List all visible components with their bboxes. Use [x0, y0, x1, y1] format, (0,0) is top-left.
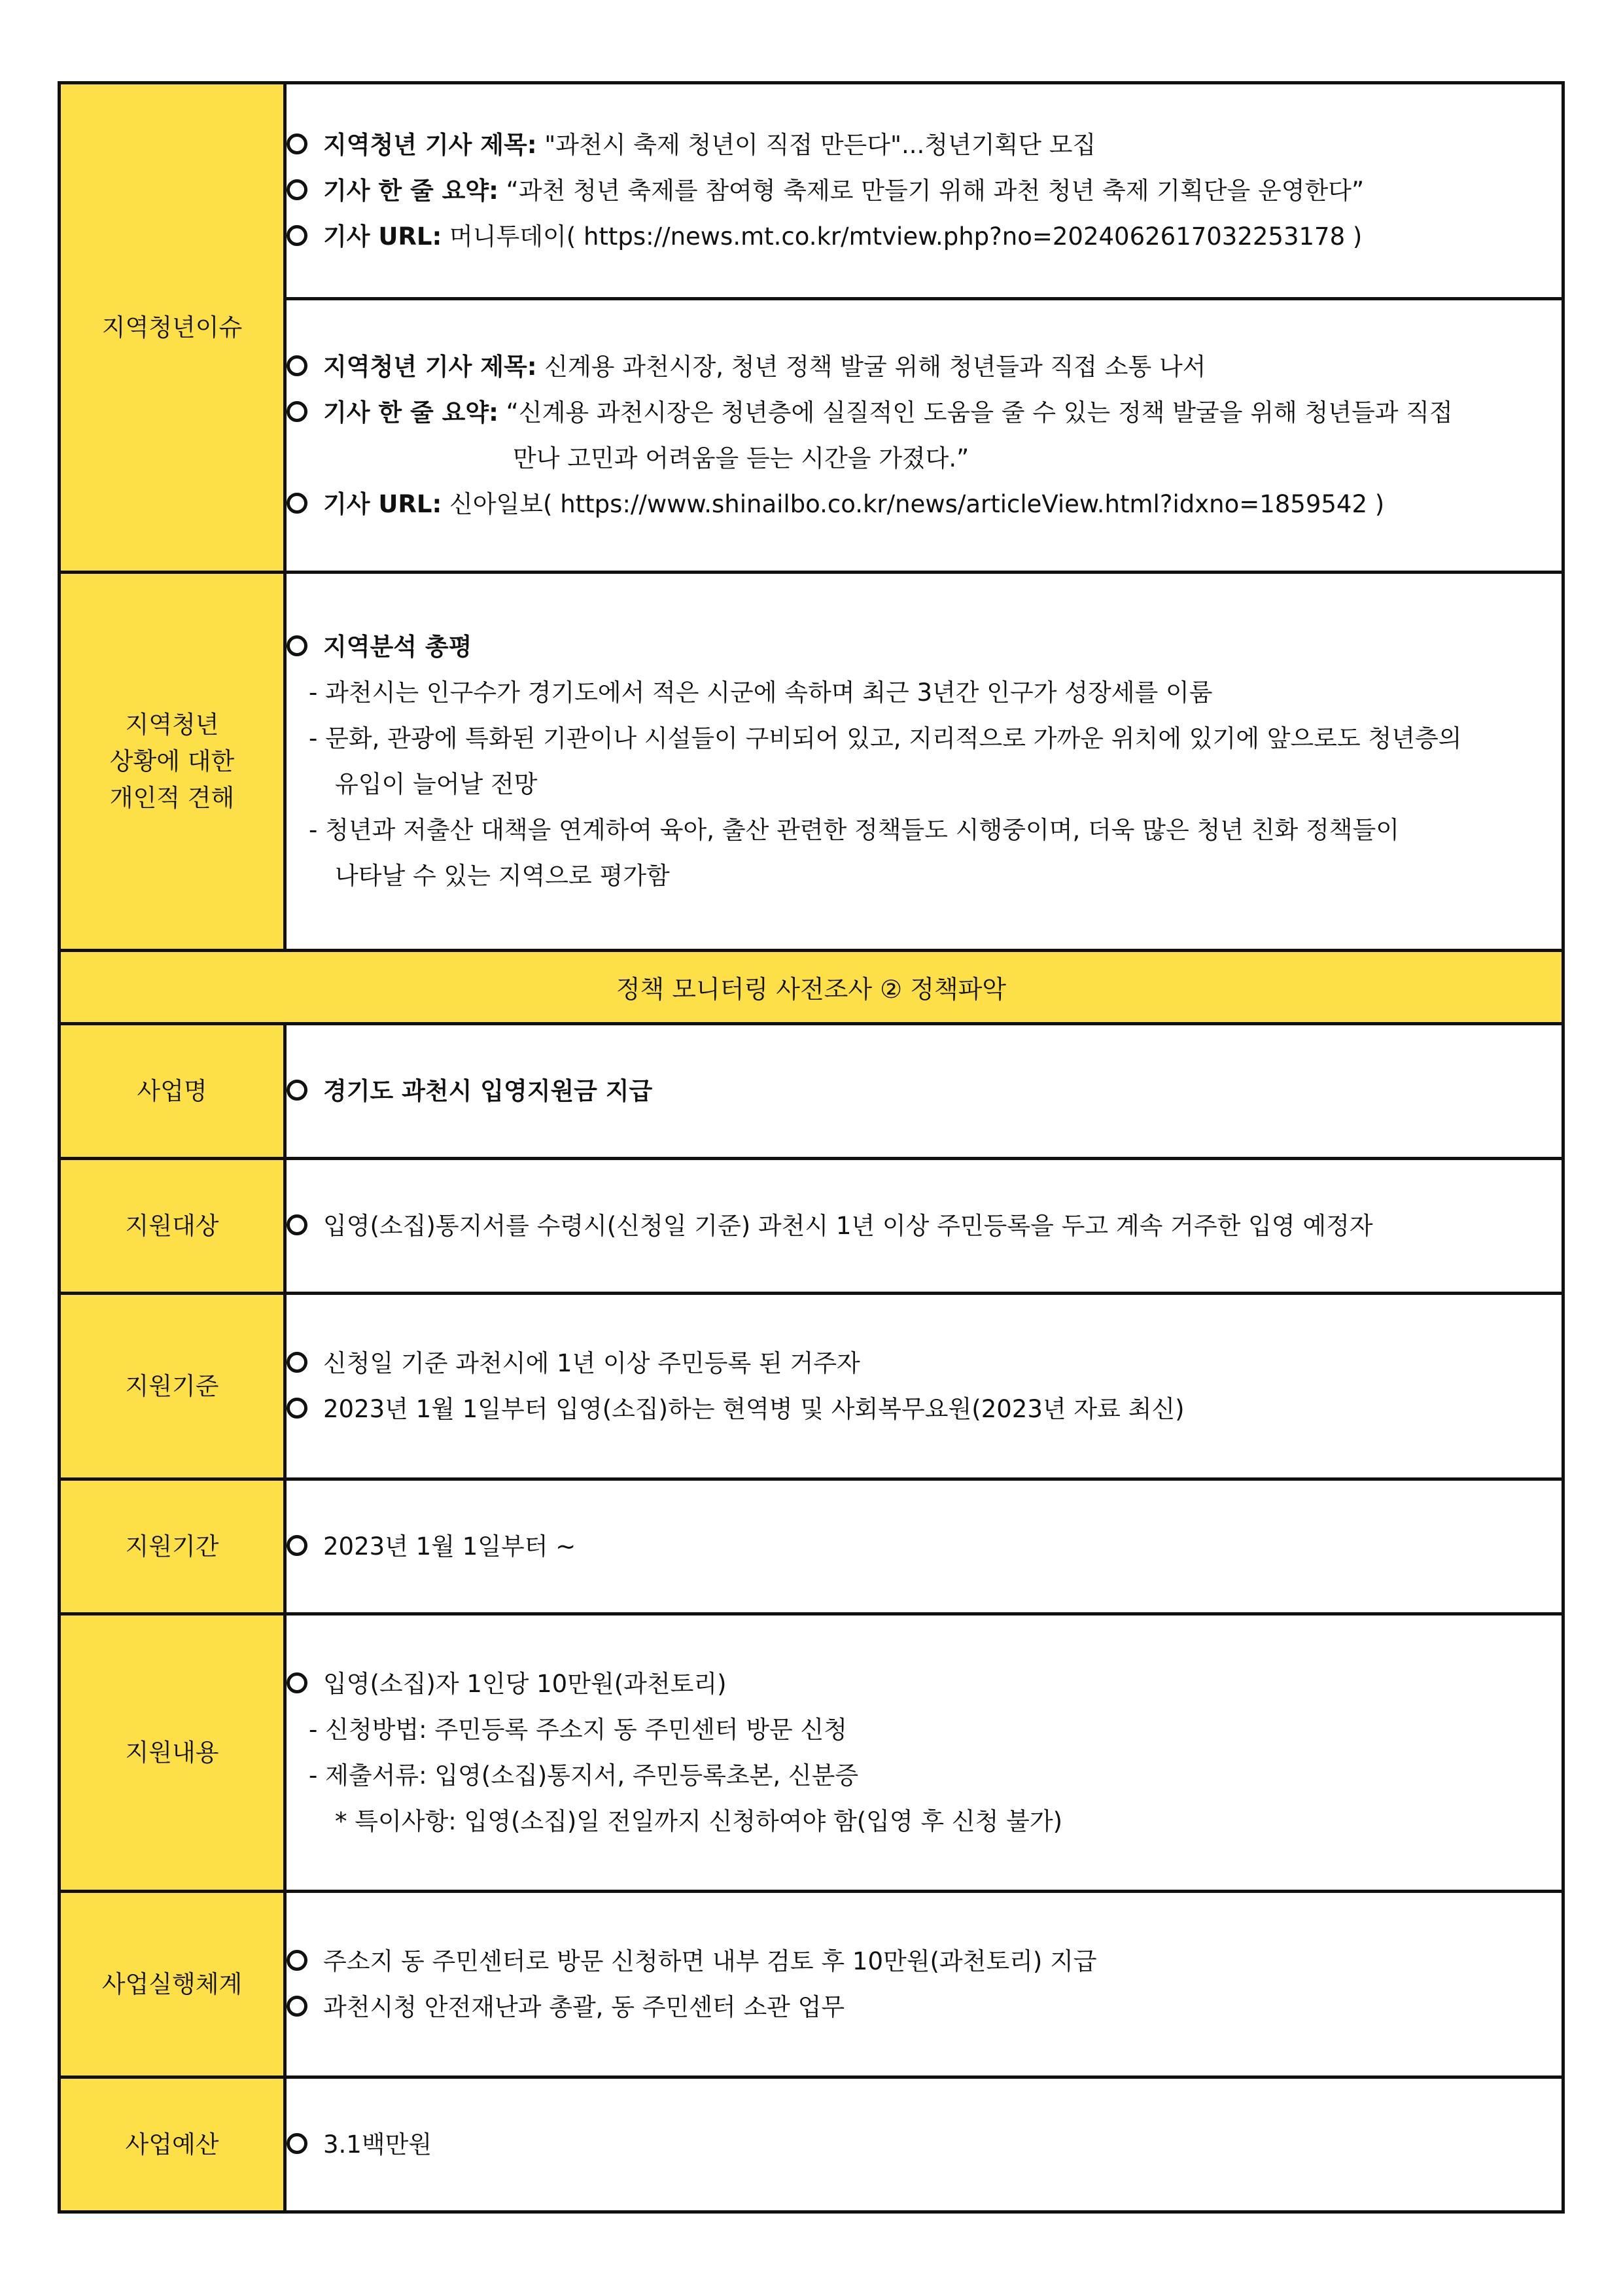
policy-name-content [285, 1024, 1563, 1159]
article-2-summary-line: 기사 한 줄 요약: “신계용 과천시장은 청년층에 실질적인 도움을 줄 수 있는 정책 발굴을 위해 청년들과 직접 [287, 390, 1562, 436]
criteria-label: 지원기준 [60, 1294, 285, 1479]
circle-bullet-icon [287, 493, 307, 514]
policy-monitoring-table [58, 81, 1565, 2214]
system-label: 사업실행체계 [60, 1892, 285, 2077]
circle-bullet-icon [287, 355, 307, 376]
period-value: 2023년 1월 1일부터 ~ [323, 1532, 576, 1561]
circle-bullet-icon [287, 401, 307, 422]
circle-bullet-icon [287, 1672, 307, 1693]
system-item: 주소지 동 주민센터로 방문 신청하면 내부 검토 후 10만원(과천토리) 지급 [287, 1939, 1562, 1985]
opinion-content [285, 573, 1563, 951]
criteria-row [60, 1294, 1563, 1479]
opinion-point-1: - 과천시는 인구수가 경기도에서 적은 시군에 속하며 최근 3년간 인구가 성장세를 이룸 [309, 678, 1213, 707]
target-content [285, 1159, 1563, 1294]
budget-label: 사업예산 [60, 2077, 285, 2212]
summary-label: 기사 한 줄 요약 [323, 398, 489, 427]
support-documents: - 제출서류: 입영(소집)통지서, 주민등록초본, 신분증 [309, 1761, 859, 1790]
issue-row-2 [60, 299, 1563, 573]
policy-name-label: 사업명 [60, 1024, 285, 1159]
circle-bullet-icon [287, 1535, 307, 1556]
circle-bullet-icon [287, 133, 307, 154]
system-content [285, 1892, 1563, 2077]
circle-bullet-icon [287, 1080, 307, 1101]
period-content [285, 1479, 1563, 1614]
budget-content [285, 2077, 1563, 2212]
article-url: 신아일보( https://www.shinailbo.co.kr/news/articleView.html?idxno=1859542 ) [449, 489, 1385, 518]
opinion-point-2-continued: 유입이 늘어날 전망 [335, 769, 538, 798]
opinion-point-3-continued: 나타날 수 있는 지역으로 평가함 [335, 861, 670, 890]
criteria-item: 2023년 1월 1일부터 입영(소집)하는 현역병 및 사회복무요원(2023년 자료 최신) [287, 1386, 1562, 1432]
opinion-point-2: - 문화, 관광에 특화된 기관이나 시설들이 구비되어 있고, 지리적으로 가까운 위치에 있기에 앞으로도 청년층의 [309, 724, 1462, 752]
support-content-label: 지원내용 [60, 1614, 285, 1892]
article-1-title-line: 지역청년 기사 제목: "과천시 축제 청년이 직접 만든다"...청년기획단 모집 [287, 122, 1562, 168]
opinion-point-3: - 청년과 저출산 대책을 연계하여 육아, 출산 관련한 정책들도 시행중이며, 더욱 많은 청년 친화 정책들이 [309, 815, 1399, 844]
circle-bullet-icon [287, 1214, 307, 1235]
article-1 [285, 83, 1563, 299]
banner-row [60, 951, 1563, 1024]
circle-bullet-icon [287, 1996, 307, 2017]
article-1-url-line: 기사 URL: 머니투데이( https://news.mt.co.kr/mtview.php?no=2024062617032253178 ) [287, 214, 1562, 260]
support-main: 입영(소집)자 1인당 10만원(과천토리) [287, 1661, 1562, 1707]
issues-label: 지역청년이슈 [60, 83, 285, 573]
article-title: 신계용 과천시장, 청년 정책 발굴 위해 청년들과 직접 소통 나서 [544, 352, 1206, 381]
opinion-heading: 지역분석 총평 [287, 624, 1562, 670]
circle-bullet-icon [287, 179, 307, 200]
article-2-summary-continued: 만나 고민과 어려움을 듣는 시간을 가졌다.” [513, 444, 969, 472]
criteria-content [285, 1294, 1563, 1479]
article-summary: “신계용 과천시장은 청년층에 실질적인 도움을 줄 수 있는 정책 발굴을 위해 청년들과 직접 [506, 398, 1453, 427]
article-2-url-line: 기사 URL: 신아일보( https://www.shinailbo.co.kr/news/articleView.html?idxno=1859542 ) [287, 482, 1562, 527]
circle-bullet-icon [287, 635, 307, 656]
circle-bullet-icon [287, 1950, 307, 1971]
support-method: - 신청방법: 주민등록 주소지 동 주민센터 방문 신청 [309, 1715, 847, 1744]
article-summary: “과천 청년 축제를 참여형 축제로 만들기 위해 과천 청년 축제 기획단을 운영한다” [506, 176, 1365, 205]
policy-name-value: 경기도 과천시 입영지원금 지급 [323, 1076, 653, 1105]
issue-row-1 [60, 83, 1563, 299]
article-2 [285, 299, 1563, 573]
title-label: 지역청년 기사 제목 [323, 130, 527, 159]
budget-row [60, 2077, 1563, 2212]
target-label: 지원대상 [60, 1159, 285, 1294]
url-label: 기사 URL [323, 489, 432, 518]
summary-label: 기사 한 줄 요약 [323, 176, 489, 205]
period-row [60, 1479, 1563, 1614]
budget-value: 3.1백만원 [323, 2130, 432, 2159]
target-value: 입영(소집)통지서를 수령시(신청일 기준) 과천시 1년 이상 주민등록을 두고 계속 거주한 입영 예정자 [323, 1211, 1373, 1240]
criteria-item: 신청일 기준 과천시에 1년 이상 주민등록 된 거주자 [287, 1341, 1562, 1386]
article-url: 머니투데이( https://news.mt.co.kr/mtview.php?no=2024062617032253178 ) [449, 222, 1363, 251]
system-row [60, 1892, 1563, 2077]
target-row [60, 1159, 1563, 1294]
url-label: 기사 URL [323, 222, 432, 251]
circle-bullet-icon [287, 1398, 307, 1419]
article-title: "과천시 축제 청년이 직접 만든다"...청년기획단 모집 [544, 130, 1096, 159]
support-note: * 특이사항: 입영(소집)일 전일까지 신청하여야 함(입영 후 신청 불가) [335, 1807, 1063, 1835]
section-banner: 정책 모니터링 사전조사 ② 정책파악 [60, 951, 1563, 1024]
circle-bullet-icon [287, 2133, 307, 2154]
policy-name-row [60, 1024, 1563, 1159]
period-label: 지원기간 [60, 1479, 285, 1614]
title-label: 지역청년 기사 제목 [323, 352, 527, 381]
article-1-summary-line: 기사 한 줄 요약: “과천 청년 축제를 참여형 축제로 만들기 위해 과천 청년 축제 기획단을 운영한다” [287, 168, 1562, 214]
opinion-row [60, 573, 1563, 951]
circle-bullet-icon [287, 225, 307, 246]
support-content-row [60, 1614, 1563, 1892]
opinion-label: 지역청년 상황에 대한 개인적 견해 [60, 573, 285, 951]
system-item: 과천시청 안전재난과 총괄, 동 주민센터 소관 업무 [287, 1985, 1562, 2030]
support-content [285, 1614, 1563, 1892]
article-2-title-line: 지역청년 기사 제목: 신계용 과천시장, 청년 정책 발굴 위해 청년들과 직접 소통 나서 [287, 344, 1562, 390]
circle-bullet-icon [287, 1352, 307, 1373]
